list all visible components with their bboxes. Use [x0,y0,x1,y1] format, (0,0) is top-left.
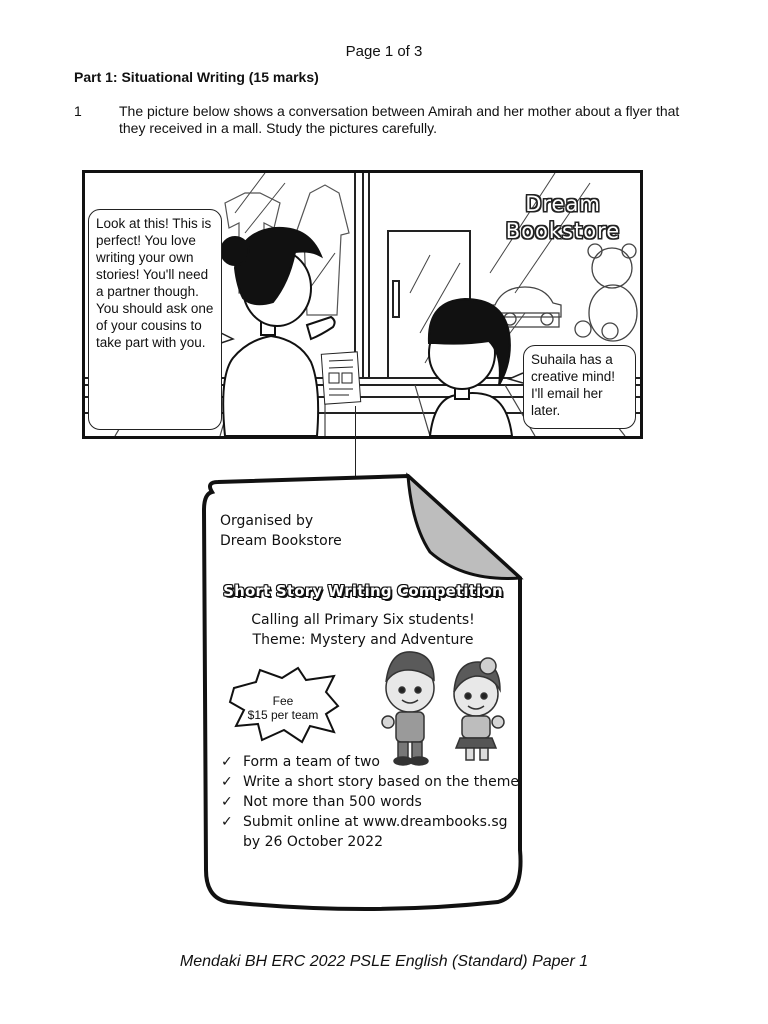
mother-figure [221,228,335,436]
fee-badge [230,694,336,722]
checklist-item: ✓ Submit online at www.dreambooks.sg by 26 October 2022 [221,814,508,850]
check-icon: ✓ [221,814,233,830]
organiser-line2: Dream Bookstore [220,533,342,549]
requirements-checklist [221,752,521,852]
comic-panel [82,170,643,439]
organiser-line1: Organised by [220,513,314,529]
fee-label: Fee [272,694,294,708]
page-number: Page 1 of 3 [345,43,423,60]
flyer-connector-line [355,406,356,478]
store-sign-line2: Bookstore [505,219,621,243]
checklist-item: ✓ Not more than 500 words [221,794,422,810]
store-sign [493,191,633,245]
question-number: 1 [74,103,82,119]
check-icon: ✓ [221,754,233,770]
check-icon: ✓ [221,774,233,790]
mother-speech-bubble: Look at this! This is perfect! You love writing your own stories! You'll need a partner though. You should ask one of your cousins to take part with you. [88,209,222,430]
question-text: The picture below shows a conversation between Amirah and her mother about a flyer that they received in a mall. Study the pictures carefully. [119,103,680,136]
checklist-item: ✓ Form a team of two [221,754,380,770]
subtitle-line2: Theme: Mystery and Adventure [252,632,474,648]
footer-text: Mendaki BH ERC 2022 PSLE English (Standard) Paper 1 [179,953,589,970]
subtitle-line1: Calling all Primary Six students! [251,612,475,628]
amirah-speech-bubble: Suhaila has a creative mind! I'll email her later. [523,345,636,429]
store-sign-line1: Dream [525,192,601,216]
flyer-organiser [220,511,342,551]
fee-amount: $15 per team [247,708,319,722]
competition-title: Short Story Writing Competition [223,582,503,600]
check-icon: ✓ [221,794,233,810]
amirah-figure [429,299,512,436]
section-title: Part 1: Situational Writing (15 marks) [74,69,319,85]
checklist-item: ✓ Write a short story based on the theme [221,774,519,790]
flyer-subtitle [198,610,528,650]
